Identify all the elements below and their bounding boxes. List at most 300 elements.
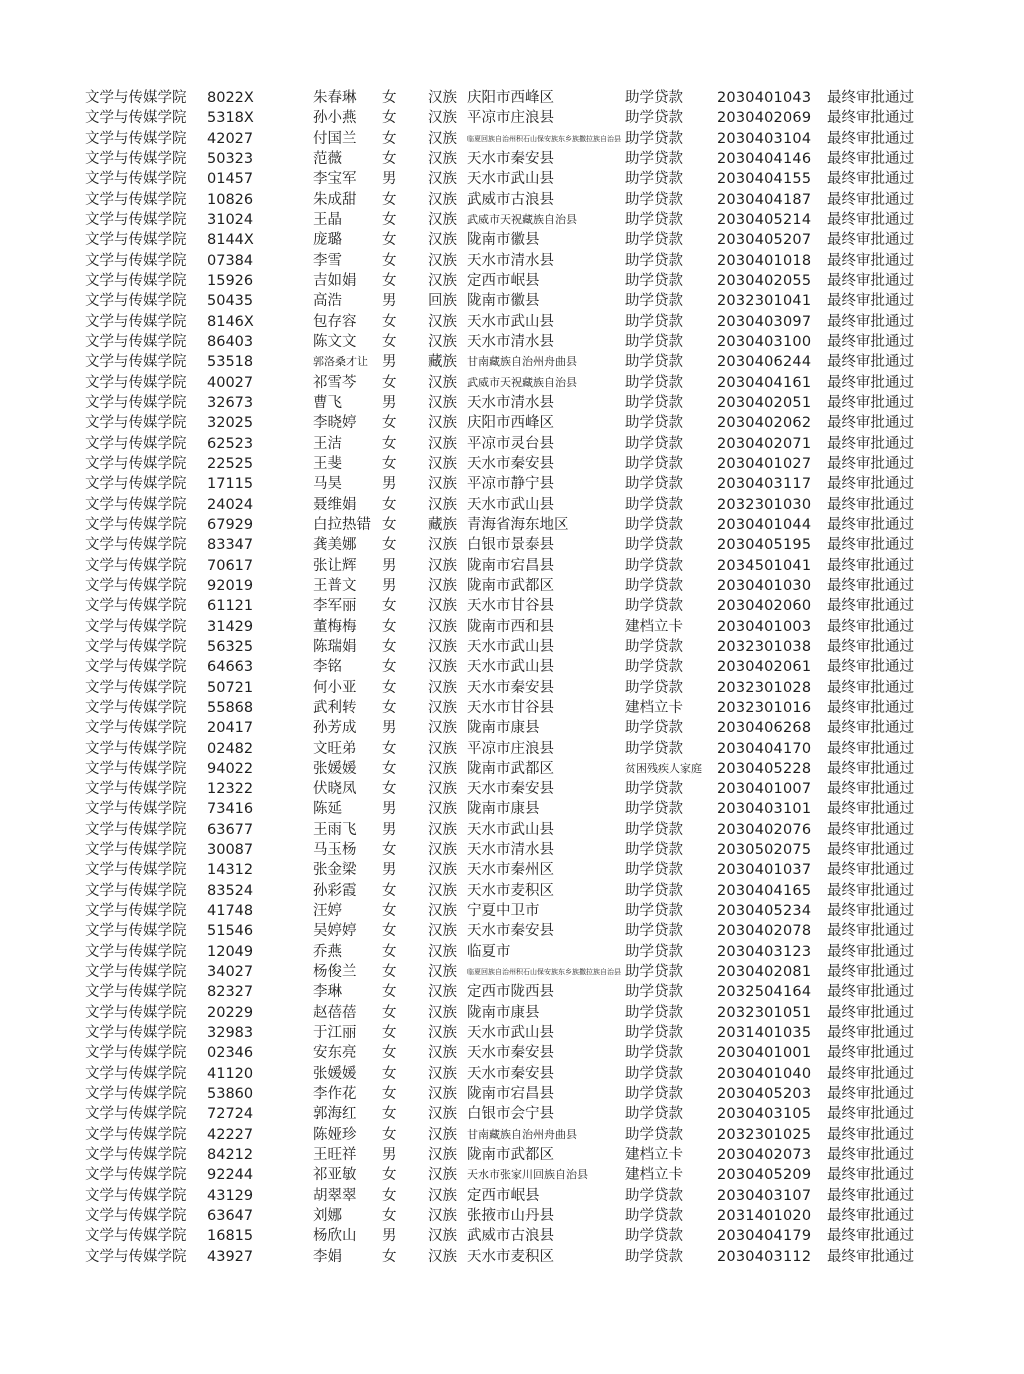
table-row (85, 982, 960, 1002)
cell-aid-type: 助学贷款 (625, 1228, 683, 1245)
cell-aid-type: 助学贷款 (625, 923, 683, 940)
cell-approval-status: 最终审批通过 (827, 760, 914, 777)
cell-ethnicity: 汉族 (428, 252, 457, 269)
cell-student-name: 武利转 (313, 699, 357, 716)
cell-aid-type: 建档立卡 (625, 699, 683, 716)
cell-approval-number: 2030402081 (717, 964, 812, 981)
cell-college: 文学与传媒学院 (85, 110, 187, 127)
table-row (85, 840, 960, 860)
cell-gender: 女 (382, 130, 397, 147)
cell-student-id: 12322 (207, 781, 254, 798)
cell-gender: 男 (382, 1228, 397, 1245)
cell-location: 宁夏中卫市 (467, 903, 540, 920)
cell-college: 文学与传媒学院 (85, 679, 187, 696)
cell-gender: 女 (382, 191, 397, 208)
table-row (85, 230, 960, 250)
table-row (85, 108, 960, 128)
cell-student-name: 聂维娟 (313, 496, 357, 513)
cell-approval-status: 最终审批通过 (827, 150, 914, 167)
cell-aid-type: 助学贷款 (625, 1208, 683, 1225)
cell-college: 文学与传媒学院 (85, 821, 187, 838)
cell-student-name: 李宝军 (313, 171, 357, 188)
cell-ethnicity: 汉族 (428, 943, 457, 960)
cell-student-id: 51546 (207, 923, 254, 940)
cell-student-name: 李铭 (313, 659, 342, 676)
cell-student-id: 53860 (207, 1086, 254, 1103)
cell-gender: 女 (382, 1045, 397, 1062)
cell-location: 陇南市武都区 (467, 1147, 554, 1164)
cell-approval-number: 2030404187 (717, 191, 812, 208)
cell-college: 文学与传媒学院 (85, 1045, 187, 1062)
cell-ethnicity: 汉族 (428, 130, 457, 147)
cell-gender: 男 (382, 720, 397, 737)
cell-gender: 男 (382, 354, 397, 371)
cell-ethnicity: 汉族 (428, 1248, 457, 1265)
cell-ethnicity: 汉族 (428, 1228, 457, 1245)
cell-approval-number: 2030402055 (717, 272, 812, 289)
cell-approval-status: 最终审批通过 (827, 781, 914, 798)
cell-student-id: 50323 (207, 150, 254, 167)
cell-approval-status: 最终审批通过 (827, 1106, 914, 1123)
cell-location: 武威市古浪县 (467, 1228, 554, 1245)
cell-student-id: 86403 (207, 333, 254, 350)
table-row (85, 352, 960, 372)
cell-student-id: 15926 (207, 272, 254, 289)
cell-approval-status: 最终审批通过 (827, 618, 914, 635)
table-row (85, 474, 960, 494)
cell-student-name: 于江丽 (313, 1025, 357, 1042)
cell-aid-type: 助学贷款 (625, 191, 683, 208)
cell-student-id: 42227 (207, 1126, 254, 1143)
cell-aid-type: 助学贷款 (625, 1187, 683, 1204)
cell-college: 文学与传媒学院 (85, 354, 187, 371)
cell-college: 文学与传媒学院 (85, 90, 187, 106)
cell-approval-number: 2030405195 (717, 537, 812, 554)
table-row (85, 698, 960, 718)
cell-college: 文学与传媒学院 (85, 211, 187, 228)
cell-approval-status: 最终审批通过 (827, 232, 914, 249)
cell-college: 文学与传媒学院 (85, 964, 187, 981)
cell-location: 张掖市山丹县 (467, 1208, 554, 1225)
table-row (85, 576, 960, 596)
table-row (85, 393, 960, 413)
cell-college: 文学与传媒学院 (85, 720, 187, 737)
cell-student-name: 陈文文 (313, 333, 357, 350)
cell-location: 临夏回族自治州积石山保安族东乡族撒拉族自治县 (467, 134, 621, 143)
cell-approval-number: 2030403123 (717, 943, 812, 960)
cell-approval-number: 2031401020 (717, 1208, 812, 1225)
cell-student-name: 张媛媛 (313, 1065, 357, 1082)
cell-ethnicity: 汉族 (428, 638, 457, 655)
cell-gender: 女 (382, 984, 397, 1001)
cell-student-name: 汪婷 (313, 903, 342, 920)
cell-location: 天水市麦积区 (467, 882, 554, 899)
cell-student-id: 17115 (207, 476, 254, 493)
cell-approval-number: 2030401037 (717, 862, 812, 879)
cell-location: 天水市秦安县 (467, 455, 554, 472)
cell-college: 文学与传媒学院 (85, 760, 187, 777)
cell-student-id: 02346 (207, 1045, 254, 1062)
cell-student-id: 92244 (207, 1167, 254, 1184)
cell-location: 天水市甘谷县 (467, 598, 554, 615)
cell-student-name: 张金梁 (313, 862, 357, 879)
cell-ethnicity: 汉族 (428, 171, 457, 188)
cell-student-name: 王晶 (313, 211, 342, 228)
cell-aid-type: 助学贷款 (625, 801, 683, 818)
cell-student-name: 郭海红 (313, 1106, 357, 1123)
cell-ethnicity: 汉族 (428, 496, 457, 513)
cell-gender: 女 (382, 1167, 397, 1184)
cell-aid-type: 助学贷款 (625, 557, 683, 574)
cell-approval-number: 2030404155 (717, 171, 812, 188)
table-row (85, 1084, 960, 1104)
cell-approval-status: 最终审批通过 (827, 516, 914, 533)
cell-approval-number: 2030405209 (717, 1167, 812, 1184)
table-row (85, 921, 960, 941)
cell-gender: 女 (382, 1106, 397, 1123)
cell-ethnicity: 汉族 (428, 415, 457, 432)
cell-college: 文学与传媒学院 (85, 1065, 187, 1082)
cell-location: 天水市武山县 (467, 659, 554, 676)
cell-ethnicity: 藏族 (428, 354, 457, 371)
cell-gender: 女 (382, 1208, 397, 1225)
cell-student-name: 李雪 (313, 252, 342, 269)
cell-ethnicity: 汉族 (428, 110, 457, 127)
cell-ethnicity: 汉族 (428, 1086, 457, 1103)
cell-student-id: 31024 (207, 211, 254, 228)
cell-gender: 男 (382, 394, 397, 411)
cell-college: 文学与传媒学院 (85, 1086, 187, 1103)
table-row (85, 88, 960, 108)
cell-aid-type: 助学贷款 (625, 943, 683, 960)
cell-approval-status: 最终审批通过 (827, 1248, 914, 1265)
cell-student-id: 61121 (207, 598, 254, 615)
cell-college: 文学与传媒学院 (85, 1147, 187, 1164)
cell-gender: 女 (382, 1187, 397, 1204)
cell-gender: 女 (382, 781, 397, 798)
table-row (85, 881, 960, 901)
cell-location: 武威市古浪县 (467, 191, 554, 208)
cell-approval-number: 2031401035 (717, 1025, 812, 1042)
table-row (85, 332, 960, 352)
cell-college: 文学与传媒学院 (85, 638, 187, 655)
table-row (85, 373, 960, 393)
cell-college: 文学与传媒学院 (85, 1167, 187, 1184)
cell-ethnicity: 汉族 (428, 1004, 457, 1021)
table-row (85, 515, 960, 535)
table-row (85, 1023, 960, 1043)
cell-approval-status: 最终审批通过 (827, 842, 914, 859)
cell-ethnicity: 汉族 (428, 272, 457, 289)
cell-approval-status: 最终审批通过 (827, 171, 914, 188)
cell-approval-status: 最终审批通过 (827, 537, 914, 554)
cell-ethnicity: 汉族 (428, 1106, 457, 1123)
cell-aid-type: 助学贷款 (625, 90, 683, 106)
cell-college: 文学与传媒学院 (85, 1248, 187, 1265)
cell-student-id: 40027 (207, 374, 254, 391)
cell-approval-number: 2030401003 (717, 618, 812, 635)
table-row (85, 759, 960, 779)
cell-approval-number: 2030406268 (717, 720, 812, 737)
cell-approval-status: 最终审批通过 (827, 923, 914, 940)
table-row (85, 1165, 960, 1185)
cell-approval-status: 最终审批通过 (827, 1208, 914, 1225)
cell-student-id: 43129 (207, 1187, 254, 1204)
cell-aid-type: 助学贷款 (625, 313, 683, 330)
cell-aid-type: 助学贷款 (625, 1126, 683, 1143)
cell-gender: 女 (382, 699, 397, 716)
cell-gender: 女 (382, 1065, 397, 1082)
cell-college: 文学与传媒学院 (85, 435, 187, 452)
cell-aid-type: 助学贷款 (625, 1248, 683, 1265)
cell-approval-status: 最终审批通过 (827, 130, 914, 147)
cell-gender: 女 (382, 455, 397, 472)
cell-student-id: 82327 (207, 984, 254, 1001)
table-row (85, 1043, 960, 1063)
cell-college: 文学与传媒学院 (85, 598, 187, 615)
cell-approval-status: 最终审批通过 (827, 354, 914, 371)
cell-gender: 女 (382, 679, 397, 696)
cell-approval-status: 最终审批通过 (827, 415, 914, 432)
cell-aid-type: 助学贷款 (625, 740, 683, 757)
cell-approval-number: 2030405214 (717, 211, 812, 228)
cell-approval-status: 最终审批通过 (827, 638, 914, 655)
cell-student-id: 24024 (207, 496, 254, 513)
cell-gender: 女 (382, 923, 397, 940)
cell-student-name: 包存容 (313, 313, 357, 330)
cell-ethnicity: 汉族 (428, 964, 457, 981)
cell-student-id: 62523 (207, 435, 254, 452)
cell-ethnicity: 汉族 (428, 1167, 457, 1184)
cell-college: 文学与传媒学院 (85, 1025, 187, 1042)
cell-aid-type: 助学贷款 (625, 354, 683, 371)
cell-college: 文学与传媒学院 (85, 313, 187, 330)
cell-approval-number: 2030401044 (717, 516, 812, 533)
cell-aid-type: 助学贷款 (625, 252, 683, 269)
cell-student-name: 马昊 (313, 476, 342, 493)
cell-college: 文学与传媒学院 (85, 1228, 187, 1245)
cell-location: 临夏市 (467, 943, 511, 960)
cell-student-id: 20417 (207, 720, 254, 737)
cell-gender: 女 (382, 740, 397, 757)
cell-gender: 女 (382, 903, 397, 920)
cell-ethnicity: 汉族 (428, 455, 457, 472)
cell-student-id: 02482 (207, 740, 254, 757)
cell-location: 平凉市庄浪县 (467, 110, 554, 127)
cell-aid-type: 助学贷款 (625, 638, 683, 655)
cell-student-name: 何小亚 (313, 679, 357, 696)
table-row (85, 1145, 960, 1165)
cell-ethnicity: 汉族 (428, 821, 457, 838)
cell-aid-type: 建档立卡 (625, 1167, 683, 1184)
cell-aid-type: 助学贷款 (625, 1004, 683, 1021)
cell-student-id: 14312 (207, 862, 254, 879)
cell-ethnicity: 汉族 (428, 476, 457, 493)
cell-aid-type: 助学贷款 (625, 1045, 683, 1062)
cell-student-name: 庞璐 (313, 232, 342, 249)
cell-student-name: 孙芳成 (313, 720, 357, 737)
cell-aid-type: 助学贷款 (625, 435, 683, 452)
cell-approval-number: 2032504164 (717, 984, 812, 1001)
cell-college: 文学与传媒学院 (85, 862, 187, 879)
cell-approval-number: 2030401001 (717, 1045, 812, 1062)
cell-college: 文学与传媒学院 (85, 659, 187, 676)
cell-approval-number: 2030401040 (717, 1065, 812, 1082)
cell-ethnicity: 汉族 (428, 862, 457, 879)
cell-approval-number: 2030401027 (717, 455, 812, 472)
cell-student-id: 72724 (207, 1106, 254, 1123)
cell-location: 天水市秦安县 (467, 1065, 554, 1082)
table-row (85, 434, 960, 454)
cell-approval-status: 最终审批通过 (827, 557, 914, 574)
cell-aid-type: 助学贷款 (625, 577, 683, 594)
cell-aid-type: 助学贷款 (625, 272, 683, 289)
cell-college: 文学与传媒学院 (85, 842, 187, 859)
cell-student-name: 王斐 (313, 455, 342, 472)
cell-aid-type: 助学贷款 (625, 842, 683, 859)
cell-approval-status: 最终审批通过 (827, 1086, 914, 1103)
cell-ethnicity: 汉族 (428, 1187, 457, 1204)
cell-ethnicity: 藏族 (428, 516, 457, 533)
cell-gender: 女 (382, 598, 397, 615)
cell-college: 文学与传媒学院 (85, 516, 187, 533)
table-row (85, 1064, 960, 1084)
cell-college: 文学与传媒学院 (85, 496, 187, 513)
cell-college: 文学与传媒学院 (85, 577, 187, 594)
cell-approval-status: 最终审批通过 (827, 577, 914, 594)
cell-gender: 女 (382, 110, 397, 127)
cell-location: 陇南市宕昌县 (467, 1086, 554, 1103)
cell-aid-type: 助学贷款 (625, 110, 683, 127)
cell-approval-status: 最终审批通过 (827, 394, 914, 411)
cell-location: 天水市武山县 (467, 821, 554, 838)
cell-approval-status: 最终审批通过 (827, 110, 914, 127)
cell-ethnicity: 汉族 (428, 1045, 457, 1062)
cell-approval-status: 最终审批通过 (827, 435, 914, 452)
cell-student-name: 李琳 (313, 984, 342, 1001)
cell-approval-status: 最终审批通过 (827, 496, 914, 513)
cell-college: 文学与传媒学院 (85, 1106, 187, 1123)
cell-student-id: 42027 (207, 130, 254, 147)
cell-approval-status: 最终审批通过 (827, 984, 914, 1001)
cell-aid-type: 助学贷款 (625, 496, 683, 513)
cell-aid-type: 助学贷款 (625, 476, 683, 493)
cell-aid-type: 助学贷款 (625, 415, 683, 432)
cell-ethnicity: 汉族 (428, 740, 457, 757)
cell-college: 文学与传媒学院 (85, 415, 187, 432)
cell-student-id: 01457 (207, 171, 254, 188)
table-row (85, 190, 960, 210)
cell-location: 庆阳市西峰区 (467, 90, 554, 106)
cell-approval-status: 最终审批通过 (827, 1065, 914, 1082)
cell-aid-type: 助学贷款 (625, 882, 683, 899)
cell-approval-number: 2030403107 (717, 1187, 812, 1204)
cell-ethnicity: 汉族 (428, 394, 457, 411)
cell-location: 天水市清水县 (467, 842, 554, 859)
cell-approval-number: 2030401018 (717, 252, 812, 269)
cell-ethnicity: 汉族 (428, 801, 457, 818)
cell-student-id: 92019 (207, 577, 254, 594)
cell-gender: 女 (382, 150, 397, 167)
cell-college: 文学与传媒学院 (85, 801, 187, 818)
cell-approval-status: 最终审批通过 (827, 598, 914, 615)
cell-college: 文学与传媒学院 (85, 1004, 187, 1021)
cell-ethnicity: 汉族 (428, 557, 457, 574)
cell-gender: 女 (382, 211, 397, 228)
cell-approval-number: 2030403105 (717, 1106, 812, 1123)
cell-student-id: 63647 (207, 1208, 254, 1225)
cell-aid-type: 助学贷款 (625, 781, 683, 798)
cell-approval-number: 2032301028 (717, 679, 812, 696)
cell-student-id: 32983 (207, 1025, 254, 1042)
cell-ethnicity: 汉族 (428, 923, 457, 940)
cell-location: 天水市武山县 (467, 313, 554, 330)
cell-gender: 男 (382, 1147, 397, 1164)
cell-aid-type: 助学贷款 (625, 1106, 683, 1123)
cell-college: 文学与传媒学院 (85, 1187, 187, 1204)
table-row (85, 1186, 960, 1206)
cell-location: 陇南市徽县 (467, 232, 540, 249)
table-row (85, 820, 960, 840)
cell-student-id: 55868 (207, 699, 254, 716)
cell-student-id: 84212 (207, 1147, 254, 1164)
cell-student-id: 10826 (207, 191, 254, 208)
cell-student-name: 吉如娟 (313, 272, 357, 289)
cell-student-name: 祁雪芩 (313, 374, 357, 391)
cell-college: 文学与传媒学院 (85, 272, 187, 289)
cell-approval-number: 2032301041 (717, 293, 812, 310)
cell-ethnicity: 汉族 (428, 1208, 457, 1225)
cell-college: 文学与传媒学院 (85, 476, 187, 493)
cell-ethnicity: 汉族 (428, 882, 457, 899)
table-row (85, 210, 960, 230)
cell-aid-type: 助学贷款 (625, 1086, 683, 1103)
cell-student-name: 赵蓓蓓 (313, 1004, 357, 1021)
cell-approval-number: 2030401030 (717, 577, 812, 594)
cell-approval-number: 2032301025 (717, 1126, 812, 1143)
cell-college: 文学与传媒学院 (85, 740, 187, 757)
cell-college: 文学与传媒学院 (85, 1126, 187, 1143)
cell-college: 文学与传媒学院 (85, 232, 187, 249)
cell-ethnicity: 汉族 (428, 781, 457, 798)
cell-aid-type: 助学贷款 (625, 333, 683, 350)
cell-location: 陇南市康县 (467, 720, 540, 737)
cell-student-name: 郭洛桑才让 (313, 355, 368, 369)
cell-approval-number: 2030406244 (717, 354, 812, 371)
table-row (85, 596, 960, 616)
cell-approval-status: 最终审批通过 (827, 1187, 914, 1204)
table-row (85, 860, 960, 880)
cell-aid-type: 助学贷款 (625, 130, 683, 147)
cell-student-id: 31429 (207, 618, 254, 635)
cell-college: 文学与传媒学院 (85, 374, 187, 391)
cell-student-id: 12049 (207, 943, 254, 960)
cell-aid-type: 助学贷款 (625, 964, 683, 981)
cell-student-id: 8146X (207, 313, 254, 330)
cell-location: 天水市秦安县 (467, 150, 554, 167)
cell-college: 文学与传媒学院 (85, 455, 187, 472)
cell-student-id: 64663 (207, 659, 254, 676)
cell-gender: 女 (382, 1004, 397, 1021)
table-row (85, 657, 960, 677)
cell-student-id: 73416 (207, 801, 254, 818)
table-row (85, 556, 960, 576)
cell-ethnicity: 汉族 (428, 679, 457, 696)
cell-location: 青海省海东地区 (467, 516, 569, 533)
cell-approval-status: 最终审批通过 (827, 1228, 914, 1245)
cell-approval-status: 最终审批通过 (827, 293, 914, 310)
cell-ethnicity: 汉族 (428, 659, 457, 676)
